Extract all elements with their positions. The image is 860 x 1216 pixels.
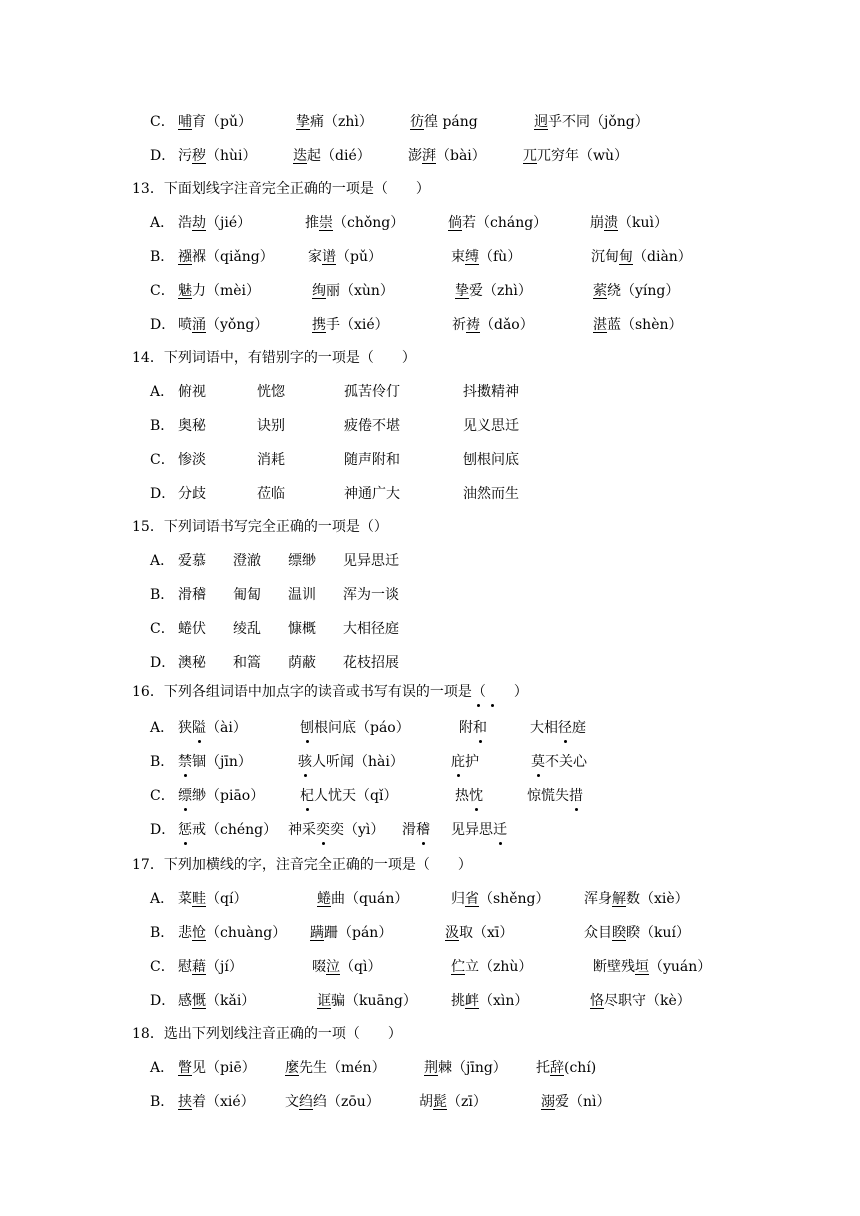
- option-item: 附和: [459, 716, 487, 740]
- option-item: 迥乎不同（jǒng）: [534, 114, 649, 130]
- option-item: 见义思迁: [463, 418, 519, 434]
- option-label: C．: [150, 788, 175, 804]
- question-title: 15．下列词语书写完全正确的一项是（）: [132, 519, 388, 535]
- option-item: 狭隘（ài）: [178, 716, 247, 740]
- option-item: 伫立（zhù）: [451, 959, 533, 975]
- option-item: 见异思迁: [343, 553, 399, 569]
- option-item: 抖擞精神: [463, 384, 519, 400]
- option-item: 挚爱（zhì）: [455, 283, 532, 299]
- option-item: 祈祷（dǎo）: [452, 317, 534, 333]
- option-item: 爱慕: [178, 553, 206, 569]
- option-label: D．: [150, 148, 176, 164]
- option-item: 热忱: [455, 784, 483, 808]
- option-item: 油然而生: [463, 486, 519, 502]
- question-title: 13．下面划线字注音完全正确的一项是（ ）: [132, 181, 430, 197]
- option-row: [0, 989, 860, 1013]
- option-item: 挚痛（zhì）: [296, 114, 373, 130]
- option-item: 挑衅（xìn）: [451, 993, 529, 1009]
- option-item: 众目睽睽（kuí）: [584, 925, 690, 941]
- option-item: 文绉绉（zōu）: [285, 1094, 380, 1110]
- option-row: [0, 211, 860, 235]
- option-item: 诓骗（kuāng）: [317, 993, 417, 1009]
- option-label: D．: [150, 486, 176, 502]
- option-item: 大相径庭: [530, 716, 586, 740]
- option-item: 澳秘: [178, 655, 206, 671]
- option-row: [0, 651, 860, 675]
- option-item: 托辞(chí): [536, 1060, 597, 1076]
- question-title: 18．选出下列划线注音正确的一项（ ）: [132, 1026, 402, 1042]
- option-item: 杞人忧天（qǐ）: [300, 784, 397, 808]
- option-item: 惨淡: [178, 452, 206, 468]
- option-item: 沉甸甸（diàn）: [591, 249, 692, 265]
- option-item: 哺育（pǔ）: [178, 114, 252, 130]
- option-item: 分歧: [178, 486, 206, 502]
- option-label: B．: [150, 754, 175, 770]
- option-item: 诀别: [257, 418, 285, 434]
- option-label: A．: [150, 215, 175, 231]
- option-item: 神采奕奕（yì）: [288, 818, 384, 842]
- option-item: 彷徨 páng: [410, 114, 478, 130]
- option-label: A．: [150, 891, 175, 907]
- option-row: [0, 482, 860, 506]
- option-item: 束缚（fù）: [451, 249, 522, 265]
- option-item: 湛蓝（shèn）: [593, 317, 683, 333]
- option-label: D．: [150, 655, 176, 671]
- option-row: [0, 750, 860, 774]
- option-row: [0, 617, 860, 641]
- option-item: 禁锢（jīn）: [178, 750, 252, 774]
- option-item: 匍匐: [233, 587, 261, 603]
- option-item: 温训: [288, 587, 316, 603]
- question-title: 16．下列各组词语中加点字的读音或书写有误的一项是（ ）: [132, 680, 528, 704]
- option-item: 缥缈（piāo）: [178, 784, 264, 808]
- option-row: [0, 921, 860, 945]
- option-item: 蜷伏: [178, 621, 206, 637]
- option-item: 迭起（dié）: [293, 148, 371, 164]
- option-item: 慰藉（jí）: [178, 959, 243, 975]
- option-item: 倘若（cháng）: [448, 215, 548, 231]
- question-title: 17．下列加横线的字，注音完全正确的一项是（ ）: [132, 857, 472, 873]
- option-label: A．: [150, 553, 175, 569]
- option-item: 花枝招展: [343, 655, 399, 671]
- option-item: 浩劫（jié）: [178, 215, 252, 231]
- option-item: 萦绕（yíng）: [593, 283, 680, 299]
- option-row: [0, 716, 860, 740]
- option-label: B．: [150, 925, 175, 941]
- option-item: 惩戒（chéng）: [178, 818, 277, 842]
- option-item: 蹒跚（pán）: [310, 925, 393, 941]
- option-item: 随声附和: [344, 452, 400, 468]
- option-item: 携手（xié）: [312, 317, 389, 333]
- option-item: 兀兀穷年（wù）: [523, 148, 628, 164]
- option-label: A．: [150, 384, 175, 400]
- option-label: B．: [150, 418, 175, 434]
- option-item: 神通广大: [344, 486, 400, 502]
- option-label: A．: [150, 720, 175, 736]
- option-item: 麼先生（mén）: [285, 1060, 386, 1076]
- option-item: 奥秘: [178, 418, 206, 434]
- option-label: D．: [150, 993, 176, 1009]
- option-item: 惊慌失措: [527, 784, 583, 808]
- option-item: 浑为一谈: [343, 587, 399, 603]
- option-item: 菜畦（qí）: [178, 891, 248, 907]
- option-item: 荆棘（jīng）: [424, 1060, 507, 1076]
- option-item: 家谱（pǔ）: [308, 249, 382, 265]
- option-item: 襁褓（qiǎng）: [178, 249, 274, 265]
- option-item: 和篙: [233, 655, 261, 671]
- option-item: 滑稽: [402, 818, 430, 842]
- option-item: 莅临: [257, 486, 285, 502]
- option-item: 俯视: [178, 384, 206, 400]
- option-item: 荫蔽: [288, 655, 316, 671]
- option-item: 大相径庭: [343, 621, 399, 637]
- option-item: 感慨（kǎi）: [178, 993, 256, 1009]
- option-row: [0, 583, 860, 607]
- option-item: 莫不关心: [531, 750, 587, 774]
- option-item: 庇护: [451, 750, 479, 774]
- option-item: 啜泣（qì）: [312, 959, 382, 975]
- option-item: 疲倦不堪: [344, 418, 400, 434]
- option-row: [0, 414, 860, 438]
- option-item: 溺爱（nì）: [541, 1094, 611, 1110]
- option-item: 缥缈: [288, 553, 316, 569]
- question-title: 14．下列词语中，有错别字的一项是（ ）: [132, 350, 416, 366]
- option-row: [0, 955, 860, 979]
- option-item: 魅力（mèi）: [178, 283, 261, 299]
- option-item: 汲取（xī）: [445, 925, 514, 941]
- option-row: [0, 448, 860, 472]
- option-row: [0, 144, 860, 168]
- option-item: 慷概: [288, 621, 316, 637]
- option-item: 喷涌（yǒng）: [178, 317, 269, 333]
- option-row: [0, 784, 860, 808]
- option-item: 崩溃（kuì）: [590, 215, 668, 231]
- option-item: 悲怆（chuàng）: [178, 925, 287, 941]
- option-item: 污秽（hùi）: [178, 148, 257, 164]
- option-item: 浑身解数（xiè）: [584, 891, 689, 907]
- option-item: 归省（shěng）: [451, 891, 550, 907]
- option-row: [0, 818, 860, 842]
- option-row: [0, 887, 860, 911]
- option-label: C．: [150, 283, 175, 299]
- option-item: 澎湃（bài）: [408, 148, 486, 164]
- option-item: 绫乱: [233, 621, 261, 637]
- option-item: 刨根问底: [463, 452, 519, 468]
- option-item: 蜷曲（quán）: [317, 891, 409, 907]
- option-item: 消耗: [257, 452, 285, 468]
- option-item: 滑稽: [178, 587, 206, 603]
- option-label: C．: [150, 114, 175, 130]
- option-label: C．: [150, 621, 175, 637]
- option-row: [0, 245, 860, 269]
- option-item: 孤苦伶仃: [344, 384, 400, 400]
- option-item: 胡髭（zī）: [419, 1094, 487, 1110]
- option-item: 推崇（chǒng）: [305, 215, 405, 231]
- option-label: C．: [150, 452, 175, 468]
- option-label: B．: [150, 249, 175, 265]
- option-row: [0, 1056, 860, 1080]
- option-item: 澄澈: [233, 553, 261, 569]
- option-label: D．: [150, 822, 176, 838]
- option-item: 挟着（xié）: [178, 1094, 255, 1110]
- option-row: [0, 549, 860, 573]
- option-label: A．: [150, 1060, 175, 1076]
- option-item: 刨根问底（páo）: [300, 716, 410, 740]
- option-row: [0, 1090, 860, 1114]
- option-item: 断壁残垣（yuán）: [593, 959, 712, 975]
- option-item: 恪尽职守（kè）: [590, 993, 691, 1009]
- option-item: 骇人听闻（hài）: [298, 750, 404, 774]
- option-row: [0, 110, 860, 134]
- option-label: D．: [150, 317, 176, 333]
- option-label: C．: [150, 959, 175, 975]
- option-label: B．: [150, 587, 175, 603]
- option-row: [0, 380, 860, 404]
- option-label: B．: [150, 1094, 175, 1110]
- option-item: 恍惚: [257, 384, 285, 400]
- option-row: [0, 279, 860, 303]
- option-item: 瞥见（piē）: [178, 1060, 256, 1076]
- option-item: 绚丽（xùn）: [312, 283, 394, 299]
- option-item: 见异思迁: [451, 818, 507, 842]
- option-row: [0, 313, 860, 337]
